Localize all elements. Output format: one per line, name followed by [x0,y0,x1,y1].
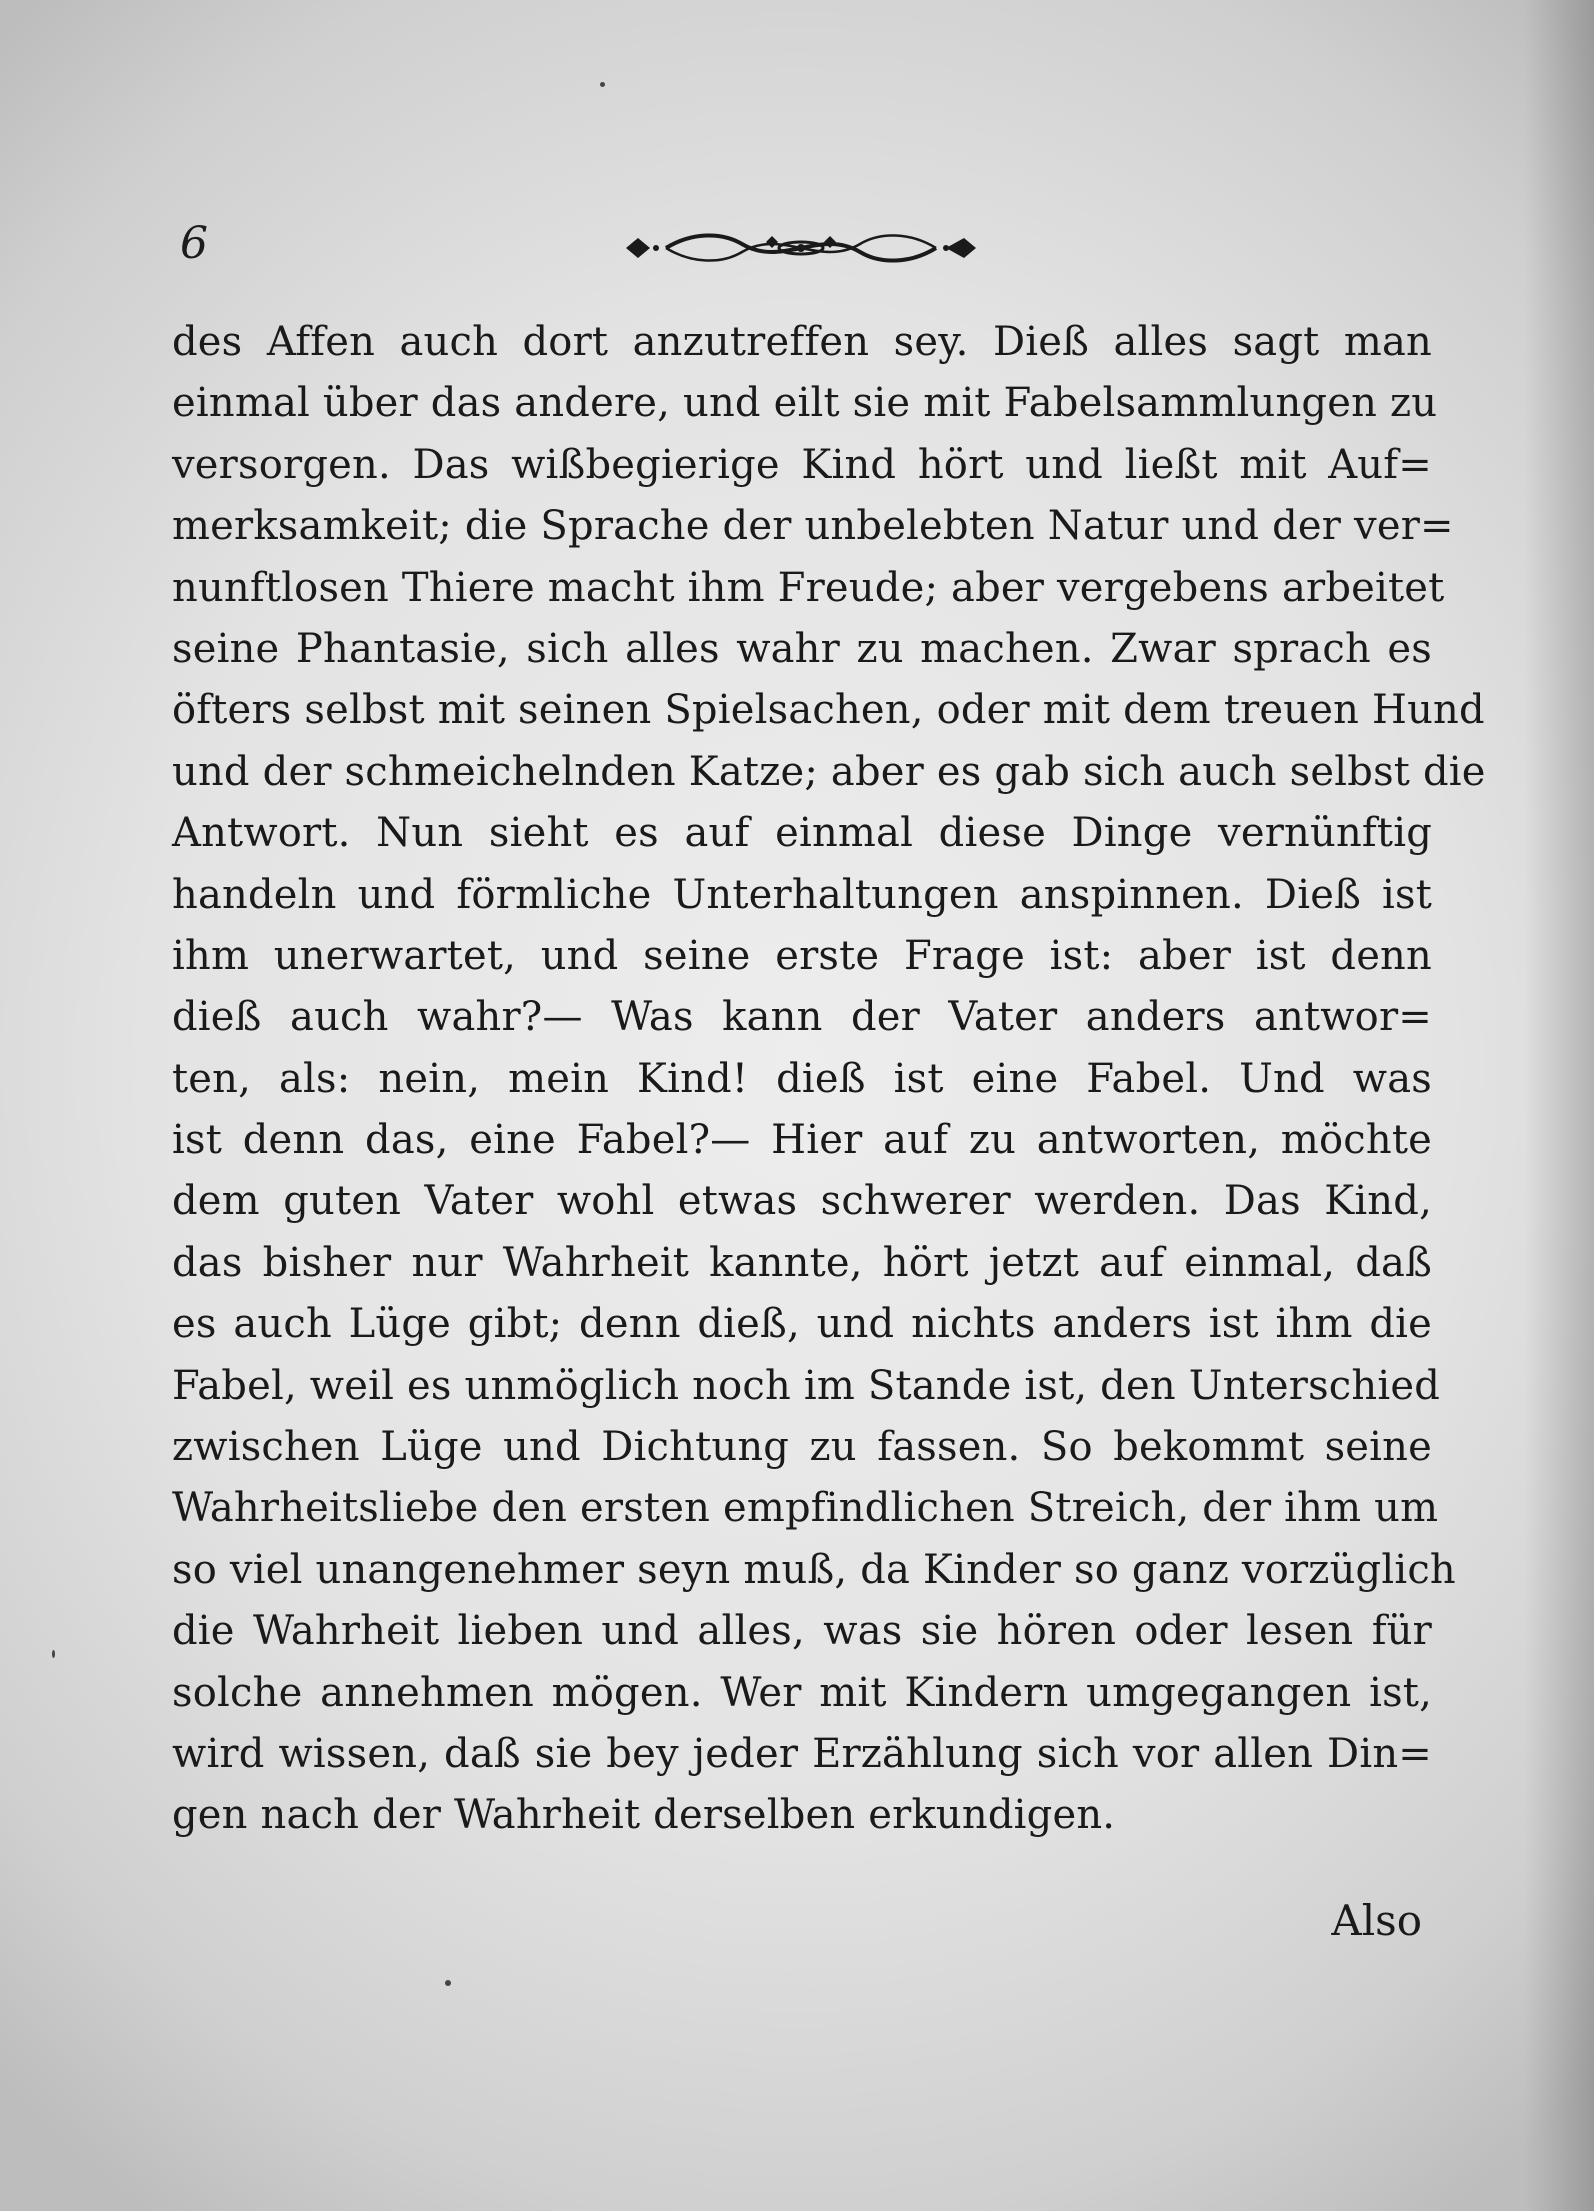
text-line: gen nach der Wahrheit derselben erkundigen. [172,1792,1116,1839]
text-line: wird wissen, daß sie bey jeder Erzählung sich vor allen Din= [172,1730,1432,1777]
paper-speck [445,1980,451,1986]
text-line: die Wahrheit lieben und alles, was sie hören oder lesen für [172,1608,1432,1655]
text-line: dem guten Vater wohl etwas schwerer werden. Das Kind, [172,1178,1432,1225]
ornament-icon [622,222,980,274]
text-line: das bisher nur Wahrheit kannte, hört jetzt auf einmal, daß [172,1239,1432,1286]
text-line: ten, als: nein, mein Kind! dieß ist eine Fabel. Und was [172,1055,1432,1102]
text-line: ihm unerwartet, und seine erste Frage ist: aber ist denn [172,932,1432,979]
text-line: Fabel, weil es unmöglich noch im Stande ist, den Unterschied [172,1362,1441,1409]
text-line: merksamkeit; die Sprache der unbelebten Natur und der ver= [172,503,1454,550]
page-number: 6 [180,218,208,269]
catchword: Also [1331,1896,1422,1945]
text-line: versorgen. Das wißbegierige Kind hört und ließt mit Auf= [172,441,1432,488]
text-line: handeln und förmliche Unterhaltungen anspinnen. Dieß ist [172,871,1432,918]
text-line: dieß auch wahr?— Was kann der Vater anders antwor= [172,994,1432,1041]
text-line: so viel unangenehmer seyn muß, da Kinder so ganz vorzüglich [172,1546,1456,1593]
text-line: öfters selbst mit seinen Spielsachen, oder mit dem treuen Hund [172,687,1485,734]
text-line: nunftlosen Thiere macht ihm Freude; aber vergebens arbeitet [172,564,1445,611]
text-line: Wahrheitsliebe den ersten empfindlichen Streich, der ihm um [172,1485,1439,1532]
text-line: ist denn das, eine Fabel?— Hier auf zu antworten, möchte [172,1117,1432,1164]
body-text [172,312,1486,1847]
text-line: des Affen auch dort anzutreffen sey. Dieß alles sagt man [172,319,1432,365]
page-edge-shadow [1524,0,1594,2211]
text-line: solche annehmen mögen. Wer mit Kindern umgegangen ist, [172,1669,1432,1716]
text-line: seine Phantasie, sich alles wahr zu machen. Zwar sprach es [172,625,1432,672]
paper-speck [600,82,605,87]
text-line: zwischen Lüge und Dichtung zu fassen. So bekommt seine [172,1424,1432,1471]
text-line: Antwort. Nun sieht es auf einmal diese Dinge vernünftig [172,810,1432,857]
paper-speck [52,1650,55,1658]
text-line: und der schmeichelnden Katze; aber es gab sich auch selbst die [172,748,1486,795]
text-line: es auch Lüge gibt; denn dieß, und nichts anders ist ihm die [172,1301,1432,1348]
text-line: einmal über das andere, und eilt sie mit Fabelsammlungen zu [172,380,1438,427]
